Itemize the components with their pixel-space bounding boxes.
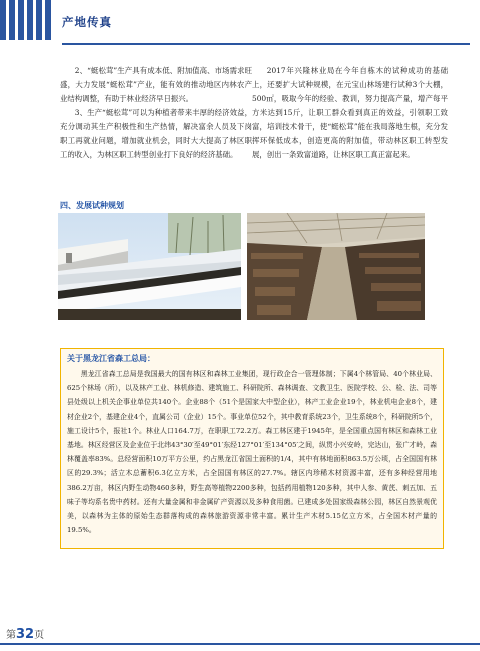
greenhouse-exterior-photo (58, 213, 241, 320)
info-box-title: 关于黑龙江省森工总局： (67, 354, 155, 363)
footer-rule (0, 643, 480, 645)
info-box (60, 348, 444, 549)
info-box-body: 黑龙江省森工总局是我国最大的国有林区和森林工业集团，现行政企合一管理体制；下属4个林管局、40个林业局、625个林场（所），以及林产工业、林机修造、建筑施工、科研院所、森林调查、文教卫生、医院学校、公、检、法、司等县处级以上机关企事业单位共140个。企业88个（51个是国家大中型企业），林产工业企业19个，林业机电企业8个，建材企业2个，基建企业4个，直属公司（企业）15个。事业单位52个，其中教育系统23个，卫生系统8个，科研院所5个，施工设计5个，报社1个。林业人口164.7万，在职职工72.2万。森工林区建于1945年，是全国重点国有林区和森林工业基地。林区经营区及企业位于北纬43°30′至49°01′东经127°01′至134°05′之间，纵贯小兴安岭，完达山，张广才岭，森林覆盖率83%。总经营面积10万平方公里，约占黑龙江省国土面积的1/4，其中有林地面积863.5万公顷，占全国国有林区的29.3%；活立木总蓄积6.3亿立方米，占全国国有林区的27.7%。辖区内珍稀木材资源丰富，还有多种经营用地386.2万亩，林区内野生动物460多种，野生高等植物2200多种，包括药用植物120多种，其中人参、黄芪、刺五加、五味子等均系名贵中药材。还有大量金属和非金属矿产资源以及多种食用菌。已建成多处国家级森林公园，林区自然景观优美，以森林为主体的原始生态群落构成的森林旅游资源非常丰富。累计生产木材5.15亿立方米，占全国木材产量的19.5%。 (67, 370, 437, 535)
page-number (6, 626, 44, 642)
page-number-value: 32 (16, 627, 35, 642)
paragraph: 2、“蜓松茸”生产具有成本低、附加值高、市场需求旺盛，大力发展“蜓松茸”产业，能有效的推动地区内林农产业结构调整，有助于林业经济早日振兴。 (60, 66, 252, 103)
section-title: 产地传真 (62, 15, 112, 29)
section-heading: 四、发展试种规划 (60, 201, 124, 210)
paragraph: 3、生产“蜓松茸”可以为种植者带来丰厚的经济效益，充分调动其生产积极性和生产热情，解决富余人员及下岗职工再就业问题，增加就业机会，同时大大提高了林区职工的收入，为林区职工转型创业打下良好的经济基础。 (60, 108, 252, 159)
article-column-left (60, 64, 252, 162)
page-prefix: 第 (6, 630, 16, 641)
article-column-right (252, 64, 448, 162)
paragraph: 2017年兴隆林业局在今年自栋木的试种成功的基础上，还要扩大试种规模，在元宝山林场建行试种3个大棚，500㎡，吸取今年的经验、教训，努力提高产量，增产每平方米达到15斤，让职工群众看到真正的效益，引领职工致富，培训技术骨干，使“蜓松茸”能在我局落地生根，充分发挥环保低成本，创造更高的附加值，带动林区职工转型发展，创出一条致富道路，让林区职工真正富起来。 (252, 66, 448, 159)
header-rule (62, 43, 470, 45)
page-suffix: 页 (34, 630, 45, 641)
greenhouse-interior-photo (247, 213, 425, 320)
page-header (0, 0, 480, 52)
